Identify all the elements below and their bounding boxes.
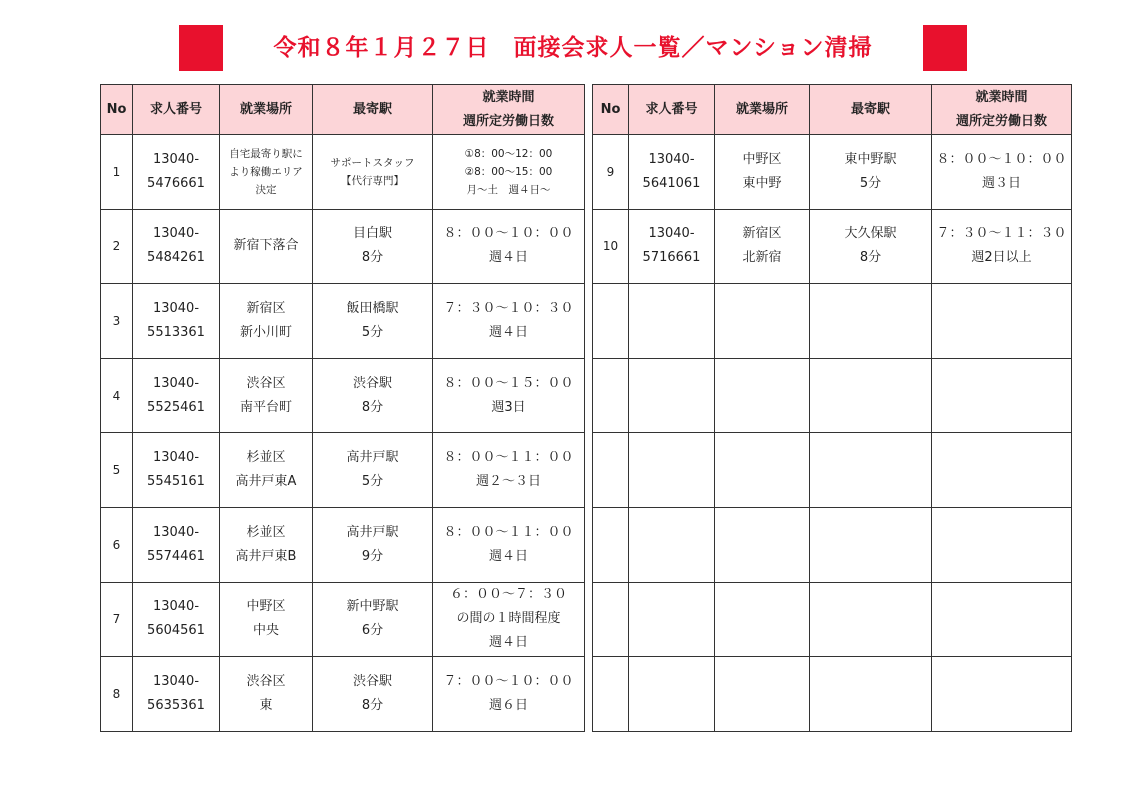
cell-job-number bbox=[629, 209, 715, 284]
table-row bbox=[101, 507, 585, 582]
cell-job-number bbox=[133, 358, 220, 433]
cell-job-number-line: 13040- bbox=[152, 226, 200, 242]
cell-hours-line: 月～土 週４日～ bbox=[466, 183, 551, 196]
cell-no bbox=[593, 582, 629, 657]
cell-hours bbox=[932, 284, 1072, 359]
job-table-right bbox=[592, 84, 1072, 732]
header-station: 最寄駅 bbox=[810, 85, 932, 135]
empty-row bbox=[593, 433, 1072, 508]
cell-workplace bbox=[715, 507, 810, 582]
cell-station-line: 6分 bbox=[361, 623, 384, 639]
header-no: No bbox=[101, 85, 133, 135]
cell-station bbox=[313, 284, 433, 359]
cell-hours bbox=[932, 582, 1072, 657]
cell-hours-line: 週３日 bbox=[981, 175, 1021, 191]
cell-no: 8 bbox=[101, 657, 133, 732]
cell-job-number-line: 5484261 bbox=[147, 250, 205, 266]
cell-hours-line: 週２～３日 bbox=[475, 474, 541, 490]
cell-station-line: 渋谷駅 bbox=[352, 673, 392, 689]
table-row bbox=[593, 209, 1072, 284]
cell-no bbox=[593, 657, 629, 732]
cell-station-line: 5分 bbox=[859, 175, 882, 191]
cell-job-number bbox=[133, 507, 220, 582]
header-job-number: 求人番号 bbox=[629, 85, 715, 135]
cell-station-line: 目白駅 bbox=[352, 226, 392, 242]
cell-no bbox=[593, 284, 629, 359]
cell-workplace bbox=[715, 657, 810, 732]
table-row bbox=[101, 284, 585, 359]
cell-workplace-line: 中野区 bbox=[742, 151, 782, 167]
empty-row bbox=[593, 507, 1072, 582]
cell-no: 5 bbox=[101, 433, 133, 508]
header-hours-line1: 就業時間 bbox=[975, 89, 1028, 105]
empty-row bbox=[593, 358, 1072, 433]
table-row bbox=[101, 582, 585, 657]
cell-job-number-line: 5635361 bbox=[147, 697, 205, 713]
cell-hours bbox=[433, 582, 585, 657]
cell-hours-line: 週６日 bbox=[488, 697, 528, 713]
empty-row bbox=[593, 582, 1072, 657]
header-row bbox=[593, 85, 1072, 135]
cell-job-number-line: 5545161 bbox=[147, 474, 205, 490]
cell-station-line: 5分 bbox=[361, 474, 384, 490]
cell-hours-line: ８：００～１１：００ bbox=[443, 450, 574, 466]
cell-job-number-line: 5574461 bbox=[147, 548, 205, 564]
cell-workplace-line: 決定 bbox=[255, 183, 277, 196]
cell-station bbox=[313, 582, 433, 657]
empty-row bbox=[593, 284, 1072, 359]
cell-station-line: 大久保駅 bbox=[844, 226, 897, 242]
cell-hours bbox=[932, 209, 1072, 284]
cell-station-line: 8分 bbox=[361, 697, 384, 713]
cell-job-number-line: 13040- bbox=[152, 673, 200, 689]
cell-hours bbox=[433, 657, 585, 732]
cell-station bbox=[810, 433, 932, 508]
table-row bbox=[101, 657, 585, 732]
cell-station bbox=[313, 358, 433, 433]
cell-job-number-line: 13040- bbox=[648, 226, 695, 242]
cell-workplace-line: 高井戸東B bbox=[235, 548, 297, 564]
cell-workplace-line: 渋谷区 bbox=[246, 375, 286, 391]
cell-workplace bbox=[715, 135, 810, 210]
cell-job-number bbox=[629, 433, 715, 508]
table-row bbox=[101, 433, 585, 508]
cell-workplace-line: 高井戸東A bbox=[235, 474, 297, 490]
cell-no: 10 bbox=[593, 209, 629, 284]
cell-job-number bbox=[629, 507, 715, 582]
cell-hours bbox=[433, 135, 585, 210]
cell-station bbox=[810, 358, 932, 433]
cell-no: 1 bbox=[101, 135, 133, 210]
cell-workplace bbox=[220, 358, 313, 433]
cell-workplace-line: 南平台町 bbox=[239, 399, 292, 415]
cell-station bbox=[313, 433, 433, 508]
cell-workplace-line: 中野区 bbox=[246, 599, 286, 615]
cell-job-number-line: 5476661 bbox=[147, 175, 205, 191]
cell-hours-line: ８：００～１１：００ bbox=[443, 524, 574, 540]
cell-job-number bbox=[629, 135, 715, 210]
cell-hours-line: ８：００～１０：００ bbox=[936, 151, 1067, 167]
cell-hours bbox=[433, 507, 585, 582]
cell-workplace-line: 新小川町 bbox=[239, 324, 292, 340]
cell-station-line: 高井戸駅 bbox=[346, 524, 399, 540]
header-workplace: 就業場所 bbox=[715, 85, 810, 135]
cell-job-number bbox=[629, 657, 715, 732]
cell-workplace bbox=[220, 582, 313, 657]
red-square-right bbox=[923, 25, 967, 71]
cell-hours-line: 週3日 bbox=[491, 399, 526, 415]
cell-no: 6 bbox=[101, 507, 133, 582]
cell-station bbox=[810, 209, 932, 284]
cell-job-number bbox=[629, 358, 715, 433]
cell-job-number bbox=[133, 209, 220, 284]
cell-station-line: 5分 bbox=[361, 324, 384, 340]
cell-job-number-line: 5513361 bbox=[147, 324, 205, 340]
cell-no bbox=[593, 507, 629, 582]
cell-hours bbox=[433, 284, 585, 359]
header-hours bbox=[932, 85, 1072, 135]
cell-hours bbox=[932, 135, 1072, 210]
cell-station bbox=[313, 507, 433, 582]
cell-hours bbox=[433, 209, 585, 284]
header-hours-line2: 週所定労働日数 bbox=[462, 113, 554, 129]
cell-workplace bbox=[715, 209, 810, 284]
cell-hours-line: ７：３０～１０：３０ bbox=[443, 300, 574, 316]
cell-hours bbox=[932, 507, 1072, 582]
cell-job-number bbox=[629, 582, 715, 657]
cell-workplace-line: 新宿区 bbox=[246, 300, 286, 316]
cell-workplace-line: 杉並区 bbox=[246, 524, 286, 540]
cell-workplace-line: 新宿区 bbox=[742, 226, 782, 242]
cell-hours bbox=[932, 358, 1072, 433]
cell-hours bbox=[433, 433, 585, 508]
cell-hours-line: 週2日以上 bbox=[971, 250, 1032, 266]
cell-job-number bbox=[133, 284, 220, 359]
cell-job-number-line: 13040- bbox=[152, 450, 200, 466]
table-row bbox=[101, 135, 585, 210]
cell-station bbox=[810, 582, 932, 657]
cell-station-line: 高井戸駅 bbox=[346, 450, 399, 466]
cell-workplace-line: 中央 bbox=[252, 623, 279, 639]
cell-job-number-line: 13040- bbox=[152, 599, 200, 615]
cell-job-number-line: 13040- bbox=[152, 524, 200, 540]
cell-workplace-line: 新宿下落合 bbox=[233, 238, 299, 254]
cell-hours-line: ７：００～１０：００ bbox=[443, 673, 574, 689]
cell-job-number bbox=[133, 657, 220, 732]
empty-row bbox=[593, 657, 1072, 732]
page-title: 令和８年１月２７日 面接会求人一覧／マンション清掃 bbox=[273, 35, 873, 61]
cell-station bbox=[810, 657, 932, 732]
cell-workplace bbox=[715, 433, 810, 508]
cell-hours-line: ６：００～７：３０ bbox=[449, 587, 567, 603]
cell-workplace bbox=[220, 507, 313, 582]
cell-workplace bbox=[715, 358, 810, 433]
cell-workplace bbox=[220, 135, 313, 210]
cell-workplace bbox=[220, 433, 313, 508]
cell-workplace-line: 渋谷区 bbox=[246, 673, 286, 689]
cell-workplace-line: 東中野 bbox=[742, 175, 782, 191]
cell-station bbox=[810, 135, 932, 210]
cell-hours-line: ②8：00～15：00 bbox=[464, 165, 553, 178]
cell-no bbox=[593, 433, 629, 508]
table-row bbox=[101, 209, 585, 284]
cell-station-line: 渋谷駅 bbox=[352, 375, 392, 391]
header-job-number: 求人番号 bbox=[133, 85, 220, 135]
red-square-left bbox=[179, 25, 223, 71]
cell-no: 2 bbox=[101, 209, 133, 284]
table-row bbox=[593, 135, 1072, 210]
cell-hours-line: 週４日 bbox=[488, 548, 528, 564]
header-hours-line1: 就業時間 bbox=[482, 89, 535, 105]
cell-job-number-line: 5641061 bbox=[642, 175, 701, 191]
table-row bbox=[101, 358, 585, 433]
header-no: No bbox=[593, 85, 629, 135]
cell-hours-line: ①8：00～12：00 bbox=[464, 147, 553, 160]
cell-job-number-line: 13040- bbox=[152, 300, 200, 316]
cell-no bbox=[593, 358, 629, 433]
cell-workplace-line: 北新宿 bbox=[742, 250, 782, 266]
header-station: 最寄駅 bbox=[313, 85, 433, 135]
cell-hours-line: の間の１時間程度 bbox=[456, 611, 561, 627]
cell-job-number bbox=[133, 135, 220, 210]
cell-station-line: 東中野駅 bbox=[844, 151, 897, 167]
cell-hours bbox=[932, 657, 1072, 732]
cell-job-number-line: 5525461 bbox=[147, 399, 205, 415]
cell-station bbox=[313, 209, 433, 284]
cell-station-line: 8分 bbox=[361, 399, 384, 415]
cell-station bbox=[313, 657, 433, 732]
cell-station-line: 新中野駅 bbox=[346, 599, 399, 615]
cell-station bbox=[810, 507, 932, 582]
cell-hours-line: ８：００～１０：００ bbox=[443, 226, 574, 242]
cell-workplace bbox=[220, 209, 313, 284]
cell-station-line: 8分 bbox=[859, 250, 882, 266]
header-row bbox=[101, 85, 585, 135]
header-workplace: 就業場所 bbox=[220, 85, 313, 135]
cell-station-line: 飯田橋駅 bbox=[346, 300, 399, 316]
cell-no: 7 bbox=[101, 582, 133, 657]
cell-hours-line: 週４日 bbox=[488, 635, 528, 651]
cell-station bbox=[810, 284, 932, 359]
cell-workplace-line: 杉並区 bbox=[246, 450, 286, 466]
cell-station-line: 9分 bbox=[361, 548, 384, 564]
cell-hours-line: 週４日 bbox=[488, 250, 528, 266]
cell-job-number-line: 13040- bbox=[152, 375, 200, 391]
header-hours bbox=[433, 85, 585, 135]
cell-workplace bbox=[715, 582, 810, 657]
cell-hours bbox=[433, 358, 585, 433]
cell-hours-line: ８：００～１５：００ bbox=[443, 375, 574, 391]
cell-station-line: 【代行専門】 bbox=[341, 174, 404, 187]
cell-station-line: 8分 bbox=[361, 250, 384, 266]
cell-station-line: サポートスタッフ bbox=[330, 156, 415, 169]
cell-no: 3 bbox=[101, 284, 133, 359]
cell-job-number bbox=[133, 582, 220, 657]
cell-workplace-line: 東 bbox=[259, 697, 273, 713]
cell-job-number-line: 5716661 bbox=[642, 250, 701, 266]
cell-hours-line: 週４日 bbox=[488, 324, 528, 340]
cell-no: 9 bbox=[593, 135, 629, 210]
cell-job-number bbox=[629, 284, 715, 359]
title-bar bbox=[179, 25, 968, 72]
header-hours-line2: 週所定労働日数 bbox=[955, 113, 1047, 129]
cell-station bbox=[313, 135, 433, 210]
cell-workplace bbox=[220, 657, 313, 732]
cell-workplace-line: 自宅最寄り駅に bbox=[229, 147, 303, 160]
cell-workplace-line: より稼働エリア bbox=[229, 165, 303, 178]
cell-workplace bbox=[715, 284, 810, 359]
cell-workplace bbox=[220, 284, 313, 359]
cell-no: 4 bbox=[101, 358, 133, 433]
cell-job-number-line: 5604561 bbox=[147, 623, 205, 639]
cell-job-number-line: 13040- bbox=[152, 151, 200, 167]
job-table-left bbox=[100, 84, 585, 732]
cell-hours-line: ７：３０～１１：３０ bbox=[936, 226, 1067, 242]
cell-job-number-line: 13040- bbox=[648, 151, 695, 167]
cell-hours bbox=[932, 433, 1072, 508]
cell-job-number bbox=[133, 433, 220, 508]
